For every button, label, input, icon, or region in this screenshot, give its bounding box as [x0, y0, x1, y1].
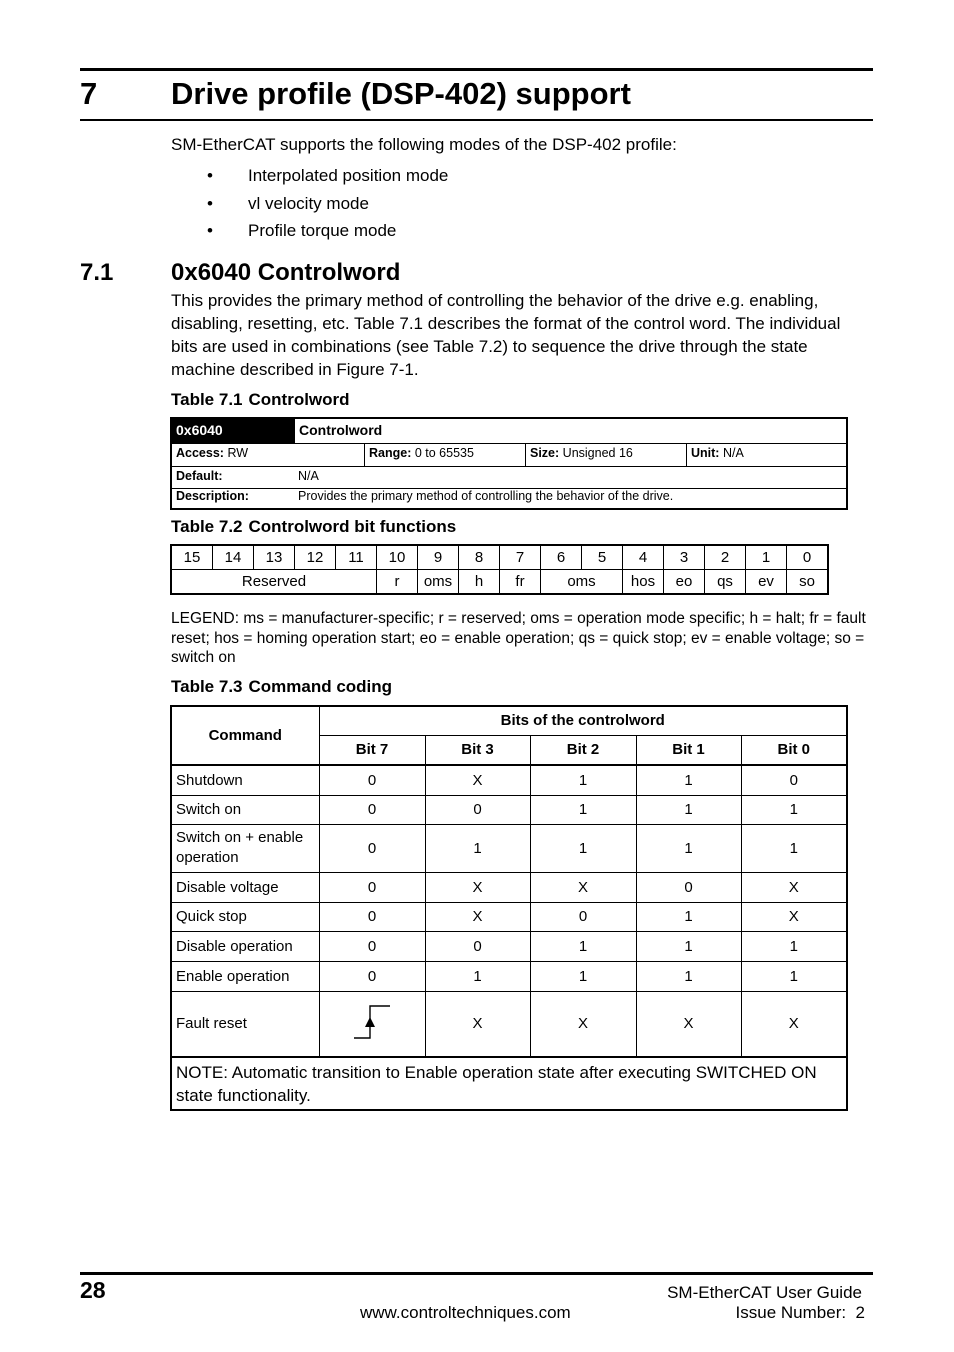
- bit-value-cell: 0: [636, 872, 741, 902]
- bit-value-cell: 1: [636, 961, 741, 991]
- mode-name: Profile torque mode: [248, 221, 397, 240]
- bit-value-cell: 0: [319, 931, 425, 961]
- bit-value-cell: 0: [319, 961, 425, 991]
- website-url: www.controltechniques.com: [360, 1303, 571, 1322]
- object-name: Controlword: [294, 419, 846, 443]
- bit-value-cell: 1: [425, 824, 530, 872]
- note-row: [171, 1057, 847, 1110]
- chapter-rule: [80, 119, 873, 121]
- command-row: [171, 961, 847, 991]
- bit-function-cell: hos: [623, 570, 664, 595]
- command-name: Fault reset: [171, 991, 319, 1057]
- bit-number-cell: 11: [336, 545, 377, 570]
- bit-number-cell: 10: [377, 545, 418, 570]
- object-header-row: [172, 419, 846, 444]
- page-number: 28: [80, 1277, 106, 1303]
- bit-value-cell: X: [741, 872, 847, 902]
- command-row: [171, 795, 847, 824]
- command-name: Disable operation: [171, 931, 319, 961]
- bit-function-cell: fr: [500, 570, 541, 595]
- bit-value-cell: 1: [530, 765, 636, 795]
- controlword-bits-header: Bits of the controlword: [319, 706, 847, 735]
- command-row: [171, 824, 847, 872]
- bit-number-cell: 8: [459, 545, 500, 570]
- command-row: [171, 902, 847, 931]
- object-index: 0x6040: [172, 419, 294, 443]
- bit-number-cell: 1: [746, 545, 787, 570]
- bit-value-cell: 1: [530, 795, 636, 824]
- bit-number-cell: 12: [295, 545, 336, 570]
- bit-value-cell: 1: [636, 931, 741, 961]
- bit-value-cell: 0: [319, 902, 425, 931]
- bit-value-cell: 1: [741, 931, 847, 961]
- description-value: Provides the primary method of controlling the behavior of the drive.: [298, 489, 674, 503]
- bit-value-cell: X: [530, 991, 636, 1057]
- table-note: NOTE: Automatic transition to Enable operation state after executing SWITCHED ON state functionality.: [171, 1057, 847, 1110]
- bit-value-cell: X: [425, 765, 530, 795]
- bit-value-cell: X: [425, 902, 530, 931]
- size-value: Unsigned 16: [562, 446, 633, 460]
- bit-value-cell: 0: [319, 824, 425, 872]
- bit-number-cell: 3: [664, 545, 705, 570]
- command-name: Switch on: [171, 795, 319, 824]
- footer-rule: [80, 1272, 873, 1275]
- command-name: Quick stop: [171, 902, 319, 931]
- bit-column-header: Bit 0: [741, 735, 847, 765]
- bit-function-cell: qs: [705, 570, 746, 595]
- bit-value-cell: 1: [636, 765, 741, 795]
- bit-function-cell: r: [377, 570, 418, 595]
- default-value: N/A: [298, 469, 319, 483]
- section-paragraph: This provides the primary method of controlling the behavior of the drive e.g. enabling, disabling, resetting, etc. Table 7.1 describes the format of the control word. The individual bits are used in combinations (see Table 7.2) to sequence the drive through the state machine described in Figure 7-1.: [171, 291, 841, 379]
- unit-value: N/A: [722, 446, 744, 460]
- command-name: Disable voltage: [171, 872, 319, 902]
- bit-value-cell: 1: [636, 902, 741, 931]
- bit-number-cell: 13: [254, 545, 295, 570]
- chapter-number: 7: [80, 76, 98, 111]
- top-rule: [80, 68, 873, 71]
- command-name: Switch on + enable operation: [171, 824, 319, 872]
- guide-title: SM-EtherCAT User Guide: [667, 1283, 862, 1302]
- controlword-object-table: [170, 417, 848, 510]
- access-value: RW: [227, 446, 249, 460]
- bit-number-cell: 15: [171, 545, 213, 570]
- bit-value-cell: 1: [741, 961, 847, 991]
- bit-function-cell: oms: [418, 570, 459, 595]
- issue-number: Issue Number: 2: [735, 1303, 865, 1322]
- bit-value-cell: 1: [636, 824, 741, 872]
- controlword-bit-table: [170, 544, 829, 595]
- bullet-mark: •: [207, 166, 213, 185]
- bit-value-cell: 1: [530, 824, 636, 872]
- bit-value-cell: 0: [425, 931, 530, 961]
- bit-column-header: Bit 1: [636, 735, 741, 765]
- object-default-row: Default: N/A: [172, 466, 846, 489]
- bit-value-cell: 1: [530, 931, 636, 961]
- command-name: Enable operation: [171, 961, 319, 991]
- bit-column-header: Bit 2: [530, 735, 636, 765]
- bit-value-cell: 0: [319, 795, 425, 824]
- bit-value-cell: 0: [319, 765, 425, 795]
- bit-function-cell: h: [459, 570, 500, 595]
- bit-number-cell: 0: [787, 545, 829, 570]
- bit-number-row: [171, 545, 828, 570]
- command-coding-table: [170, 705, 848, 1111]
- bit-value-cell: X: [741, 991, 847, 1057]
- section-title: 0x6040 Controlword: [171, 259, 401, 286]
- bit-value-cell: 0: [741, 765, 847, 795]
- chapter-title: Drive profile (DSP-402) support: [171, 76, 631, 111]
- bit-value-cell: 1: [741, 795, 847, 824]
- bit-value-cell: X: [425, 872, 530, 902]
- bit-number-cell: 4: [623, 545, 664, 570]
- bit-function-cell: so: [787, 570, 829, 595]
- object-attributes-row: Access: RW Range: 0 to 65535 Size: Unsigned 16 Unit: N/A: [172, 443, 846, 467]
- bit-value-cell: 1: [741, 824, 847, 872]
- bit-number-cell: 2: [705, 545, 746, 570]
- bit-value-cell: 0: [530, 902, 636, 931]
- command-header: Command: [171, 706, 319, 765]
- table1-caption: Table 7.1 Controlword: [171, 390, 350, 409]
- command-row: [171, 765, 847, 795]
- bit-number-cell: 9: [418, 545, 459, 570]
- bit-function-cell: oms: [541, 570, 623, 595]
- table2-caption: Table 7.2 Controlword bit functions: [171, 517, 457, 536]
- bit-column-header: Bit 3: [425, 735, 530, 765]
- bit-number-cell: 6: [541, 545, 582, 570]
- bit-function-cell: ev: [746, 570, 787, 595]
- bit-number-cell: 5: [582, 545, 623, 570]
- legend-text: LEGEND: ms = manufacturer-specific; r = reserved; oms = operation mode specific; h = halt; fr = fault reset; hos = homing operation start; eo = enable operation; qs = quick stop; ev = enable voltage; so = switch on: [171, 610, 866, 666]
- command-row: [171, 931, 847, 961]
- object-description-row: Description: Provides the primary method of controlling the behavior of the drive.: [172, 488, 846, 508]
- bullet-mark: •: [207, 193, 213, 213]
- range-value: 0 to 65535: [414, 446, 474, 460]
- mode-name: Interpolated position mode: [248, 166, 449, 185]
- command-row: [171, 991, 847, 1057]
- rising-edge-icon: [319, 991, 425, 1057]
- intro-text: SM-EtherCAT supports the following modes of the DSP-402 profile:: [171, 135, 677, 154]
- bit-value-cell: 0: [425, 795, 530, 824]
- bit-value-cell: 1: [636, 795, 741, 824]
- bit-column-header: Bit 7: [319, 735, 425, 765]
- mode-name: vl velocity mode: [248, 193, 369, 213]
- table3-caption: Table 7.3 Command coding: [171, 677, 393, 696]
- bit-number-cell: 7: [500, 545, 541, 570]
- bit-value-cell: X: [741, 902, 847, 931]
- bit-value-cell: X: [425, 991, 530, 1057]
- bit-function-cell: eo: [664, 570, 705, 595]
- bit-value-cell: 1: [530, 961, 636, 991]
- command-name: Shutdown: [171, 765, 319, 795]
- bit-function-cell: Reserved: [171, 570, 377, 595]
- command-row: [171, 872, 847, 902]
- bit-function-row: [171, 570, 828, 595]
- bullet-mark: •: [207, 221, 213, 240]
- bit-value-cell: X: [636, 991, 741, 1057]
- bit-value-cell: X: [530, 872, 636, 902]
- section-number: 7.1: [80, 259, 114, 286]
- bit-value-cell: 1: [425, 961, 530, 991]
- bit-value-cell: 0: [319, 872, 425, 902]
- bit-number-cell: 14: [213, 545, 254, 570]
